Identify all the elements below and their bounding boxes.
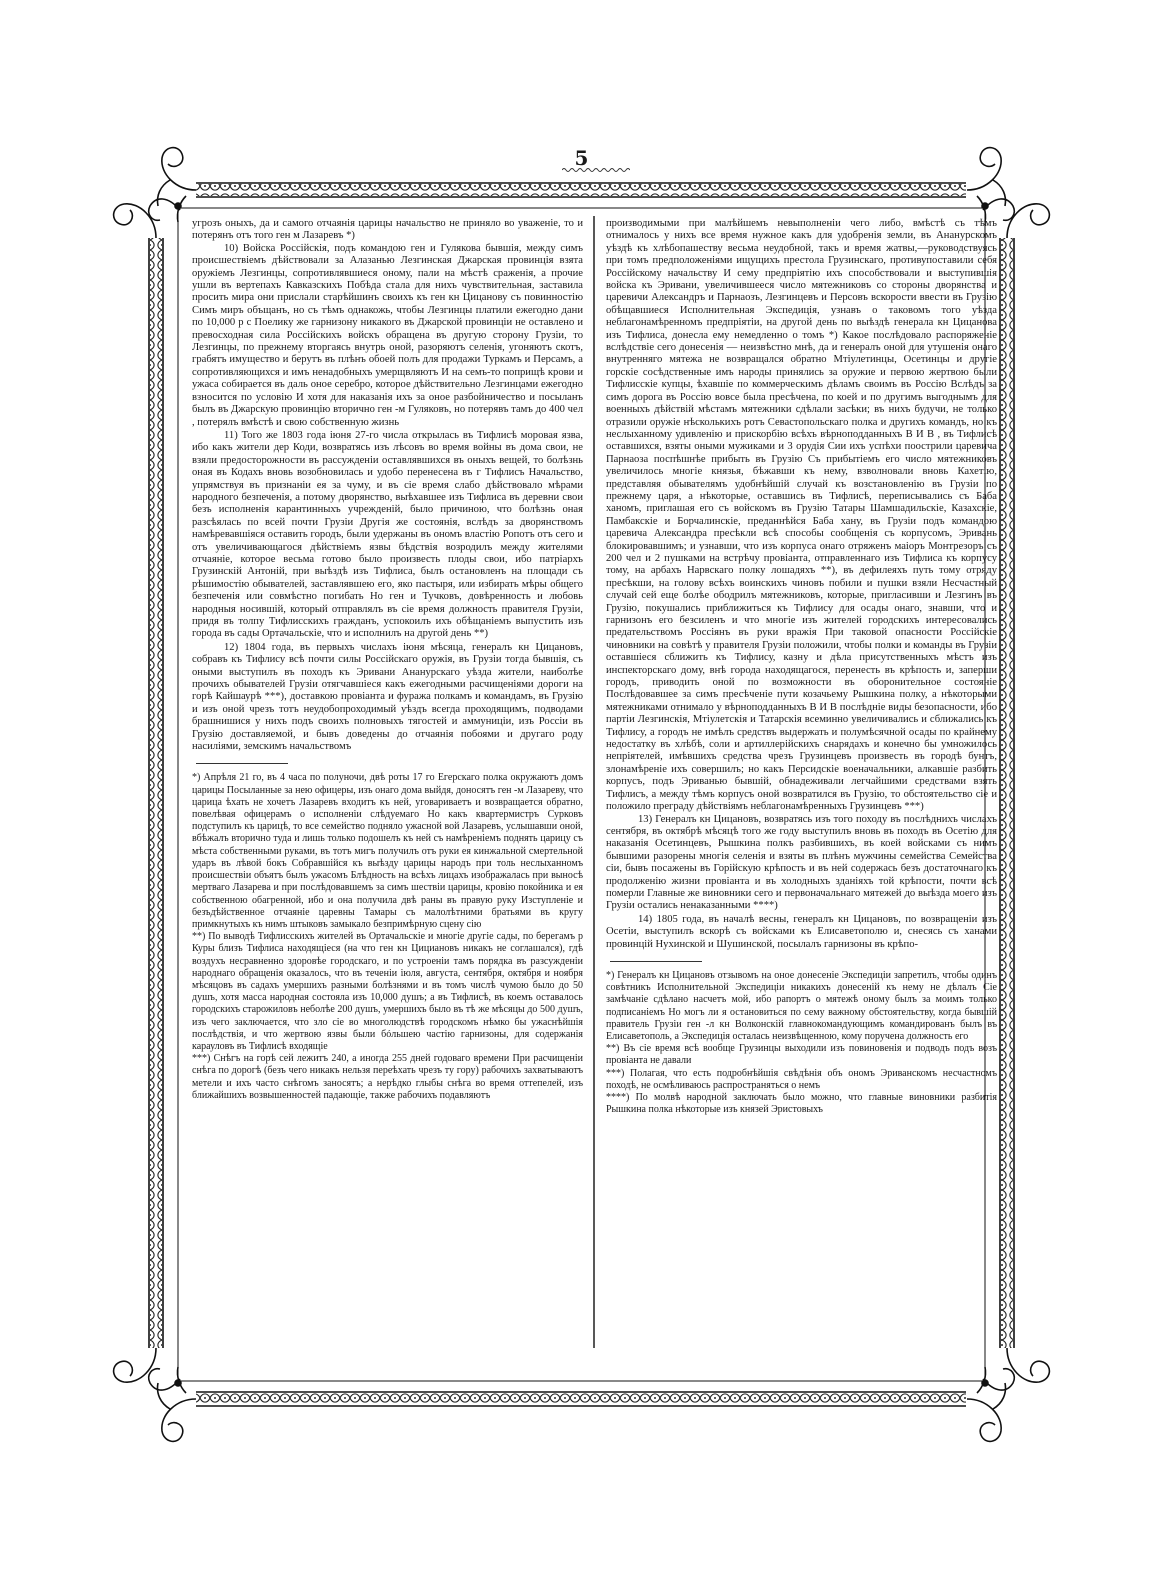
footnote-left-3: ***) Снѣгъ на горѣ сей лежитъ 240, а иногда 255 дней годоваго времени При расчищеніи снѣга по дорогѣ (безъ чего никакъ нельзя переѣхать чрезъ ту гору) рабочихъ захватываютъ метели и ихъ часто снѣгомъ заносятъ; а нерѣдко глыбы снѣга во время оттепелей, изъ ближайшихъ возвышенностей падающіе, также рабочихъ подавляютъ <box>192 1053 583 1101</box>
frame-corner-top-left <box>114 148 196 238</box>
frame-corner-bottom-right <box>967 1348 1049 1441</box>
frame-border-top <box>180 183 982 208</box>
footnote-right-2: **) Въ сіе время всѣ вообще Грузинцы выходили изъ повиновенія и подводъ подъ возъ провіанта не давали <box>606 1043 997 1067</box>
frame-corner-bottom-left <box>114 1348 196 1441</box>
footnote-separator <box>610 961 702 962</box>
footnote-right-3: ***) Полагая, что есть подробнѣйшія свѣдѣнія объ ономъ Эриванскомъ несчастномъ походѣ, не осмѣливаюсь распространяться о немъ <box>606 1067 997 1091</box>
footnote-right-1: *) Генералъ кн Цицановъ отзывомъ на оное донесеніе Экспедиціи запретилъ, чтобы одинъ совѣтникъ Исполнительной Экспедиціи никакихъ донесеній къ нему не дѣлалъ Сіе замѣчаніе сдѣлано насчетъ мой, ибо рапортъ о мятежѣ оному былъ за моимъ только подписаніемъ Но могъ ли я остановиться по сему важному обстоятельству, когда бывшій правитель Грузіи ген -л кн Волконскій главнокомандующимъ командированъ былъ въ Елисаветополь, а Экспедиція осталась неизвѣщенною, кому поручена должность его <box>606 969 997 1042</box>
left-column <box>192 218 583 1358</box>
paragraph-14: 14) 1805 года, въ началѣ весны, генералъ кн Цицановъ, по возвращеніи изъ Осетіи, выступилъ вскорѣ съ войсками къ Елисаветополю и, снесясь съ ханами провинцій Нухинской и Шушинской, посылалъ гарнизоны въ крѣпо- <box>606 913 997 950</box>
paragraph-10: 10) Войска Россійскія, подъ командою ген и Гулякова бывшія, между симъ происшествіемъ дѣйствовали за Алазанью Лезгинская Джарская провинція взята оружіемъ Лезгинцы, сопротивлявшиеся оному, пали на мѣстѣ сраженія, а прочие ушли въ вертепахъ Кавказскихъ Побѣда стала для нихъ чувствительная, заставила просить мира они прислали старѣйшинъ своихъ къ ген кн Цицанову съ повинностію Симъ миръ объщанъ, но съ тѣмъ однакожь, чтобы Лезгинцы платили ежегодно дани по 10,000 р с Поелику же гарнизону никакого въ Джарской провинціи не оставлено и превосходная сила Россійскихъ войскъ обращена въ другую сторону Грузіи, то Лезгинцы, по прежнему вторгаясь внутрь оной, разоряютъ селенія, угоняютъ скотъ, грабятъ имущество и берутъ въ плѣнъ обоей полъ для продажи Туркамъ и Персамъ, а сопротивляющихся и имъ ненадобныхъ умерщвляютъ И на семъ-то поприщѣ крови и ужаса собирается въ даль оное серебро, которое дѣйствительно Лезгинцами ежегодно взносится по условію И хотя для наказанія ихъ за оное разбойничество и посыланъ былъ въ Джарскую провинцію вторично ген -м Гуляковъ, но потерявъ тамъ до 400 чел , потерялъ вмѣстѣ и свою собственную жизнь <box>192 242 583 428</box>
footnote-separator <box>196 763 288 764</box>
footnote-left-2: **) По выводѣ Тифлисскихъ жителей въ Ортачальскіе и многіе другіе сады, по берегамъ р Куры близъ Тифлиса находящіеся (на что ген кн Цициановъ никакъ не соглашался), гдѣ воздухъ несравненно здоровѣе городскаго, и по устроеніи тамъ порядка въ разсужденіи народнаго обращенія оказалось, что въ теченіи іюля, августа, сентября, октября и ноября мѣсяцовъ въ садахъ умершихъ разными болѣзнями и въ томъ числѣ чумою было до 50 душъ, хотя масса народная состояла изъ 10,000 душъ; а въ Тифлисѣ, въ коемъ оставалось городскихъ старожиловъ неболѣе 200 душъ, умершихъ было въ тѣ же мѣсяцы до 500 душъ, изъ чего заключается, что зло сіе во многолюдствѣ городскомъ нѣмко бы ужаснѣйшія послѣдствія, и что жертвою язвы были бóльшею частію гарнизоны, для содержанія карауловъ въ Тифлисѣ входящіе <box>192 931 583 1052</box>
footnote-left-1: *) Апрѣля 21 го, въ 4 часа по полуночи, двѣ роты 17 го Егерскаго полка окружаютъ домъ царицы Посыланные за нею офицеры, изъ онаго дома выйдя, доносятъ ген -м Лазареву, что царица ѣхать не хочетъ Лазаревъ входитъ къ ней, уговариваетъ и возвращается обратно, повелѣвая офицерамъ о исполненіи слѣдуемаго Но какъ квартермистръ Сурковъ подступилъ къ царицѣ, то все семейство подняло ужасной вой Лазаревъ, услышавши оной, вбѣжалъ вторично туда и лишь только подошелъ къ ней съ намѣреніемъ поднять царицу съ мѣста собственными руками, въ тотъ мигъ получилъ отъ руки ея кинжальной смертельной ударъ въ лѣвой бокъ Собравшійся къ выѣзду царицы народъ при толь неслыханномъ происшествіи объятъ былъ ужасомъ Блѣдность на всѣхъ лицахъ изображалась при выносѣ мертваго Лазарева и при послѣдовавшемъ за симъ шествіи царицы, кровію покойника и ея собственною обагренной, ибо и она получила двѣ раны въ правую руку Изступленіе и безъдѣйственное отчаяніе царевны Тамары съ малолѣтними братьями въ кругу примкнутыхъ къ нимъ штыковъ замыкало безпримѣрную сцену сію <box>192 772 583 930</box>
frame-border-bottom <box>180 1381 982 1406</box>
right-intro: производимыми при малѣйшемъ невыполненіи чего либо, вмѣстѣ съ тѣмъ отнималось у нихъ все время нужное какъ для удобренія земли, въ Ананурскомъ уѣздѣ къ хлѣбопашеству весьма неудобной, такъ и время жатвы,—руководствуясь при томъ предположеніями ищущихъ престола Грузинскаго, противупоставили себя Россійскому начальству И сему предпріятію ихъ способствовали и выступившія войска къ Эривани, увеличившееся число мятежниковъ со стороны дворянства и царевичи Александръ и Парнаозъ, Лезгинцевъ и Персовъ вскорости ввести въ Грузію обѣщавшиеся Исполнительная Экспедиція, узнавъ о таковомъ того уѣзда неблагонамѣренномъ предпріятіи, на другой день по выѣздѣ генерала кн Цицанова изъ Тифлиса, донесла ему немедленно о томъ *) Какое послѣдовало распоряженіе вслѣдствіе сего донесенія — неизвѣстно мнѣ, да и генералъ оной для утушенія онаго внутренняго мятежа не возвращался обратно Мтіулетинцы, Осетинцы и другіе горскіе сосѣдственные имъ народы принялись за оружие и первою жертвою были Тифлисскіе купцы, ѣхавшіе по коммерческимъ дѣламъ своимъ въ Россію Вслѣдъ за симъ дорога въ Россію вовсе была пресѣчена, по коей и по другимъ выгоднымъ для военныхъ дѣйствій мѣстамъ мятежники сдѣлали засѣки; въ нихъ будучи, не только отразили оружіе нѣсколькихъ ротъ Севастопольскаго полка и другихъ командъ, но къ неслыханному удивленію и прискорбію всѣхъ вѣрноподданныхъ В И В , въ Тифлисѣ оставшихся, взяты оными мужиками и 3 орудія Сии ихъ успѣхи поострили царевича Парнаоза поспѣшнѣе прибыть въ Грузію Съ прибытiемъ его число мятежниковъ увеличилось многіе князья, бѣжавши къ нему, взволновали вновь Кахетію, представляя обывателямъ удобнѣйшій случай къ возстановленію въ Грузіи по прежнему царя, а нѣкоторые, оставшись въ Тифлисѣ, переписывались съ Баба ханомъ, приглашая его съ войскомъ въ Грузію Татары Шамшадильскіе, Казахскіе, Памбакскіе и Борчалинскіе, преданнѣйся Баба хану, въ Грузіи подъ командою царевича Александра пресѣкли всѣ способы сообщенія съ корпусомъ, Эривань блокировавшимъ; и узнавши, что изъ корпуса онаго отряженъ маіоръ Монтрезоръ съ 200 чел и 2 пушками на встрѣчу провіанта, отправленнаго изъ Тифлиса къ корпусу тому, на арбахъ Нарвскаго полку лошадяхъ **), въ дефилеяхъ путь тому отряду пресѣкши, на голову всѣхъ воинскихъ чиновъ побили и пушки взяли Несчастный случай сей еще болѣе ободрилъ мятежниковъ, которые, пригласивши и Лезгинъ въ Грузію, покушались приближиться къ Тифлису для осады онаго, знавши, что и гарнизонъ его безсиленъ и что многіе изъ жителей городскихъ интересовались предательствомъ Россіянъ въ руки вражія При таковой опасности Россійскіе чиновники на совѣтѣ у правителя Грузіи положили, чтобы полки и команды въ Грузіи оставшіеся сближить къ Тифлису, казну и дѣла присутственныхъ мѣстъ изъ инспекторскаго дому, внѣ города находящагося, перенесть въ крѣпость и, заперши городъ, приводить оной по возможности въ оборонительное состояніе Послѣдовавшее за симъ пресѣченіе пути козачьему Рышкина полку, а нѣкоторыми мятежниками отнимало у вѣрноподданныхъ В И В послѣдніе виды безопасности, ибо партіи Лезгинскія, Мтіулетскія и Татарскія всеминно увеличивались и сближались къ Тифлису, а городъ не имѣлъ средствъ выдержать и полумѣсячной осады по крайнему недостатку въ хлѣбѣ, соли и артиллерійскихъ снарядахъ и конечно бы умножилось непріятелей, имѣвшихъ средства чрезъ Грузинцевъ произвесть въ городѣ бунтъ, злонамѣреніе ихъ совершилъ; но какъ Персидскіе военачальники, алкавшіе разбить корпусъ, подъ Эриванью бывшій, обнадеживали легчайшими средствами взять Тифлисъ, а между тѣмъ корпусъ оной возвратился въ Грузію, то обстоятельство сіе и положило преграду дѣйствіямъ неблагонамѣренныхъ Грузинцевъ ***) <box>606 218 997 813</box>
paragraph-13: 13) Генералъ кн Цицановъ, возвратясь изъ того походу въ послѣднихъ числахъ сентября, въ октябрѣ мѣсяцѣ того же году выступилъ вновь въ походъ въ Осетію для наказанія Осетинцевъ, Рышкина полкъ разбившихъ, въ коей войсками съ нимъ бывшими разорены многія селенія и взяты въ плѣнъ мужчины семейства Семейства сіи, бывъ посажены въ Горійскую крѣпость и въ ней содержась безъ достаточнаго къ продолженію жизни провіанта и въ холодныхъ зданіяхъ той крѣпости, почти всѣ померли Главные же виновники сего и первоначальнаго мятежей до выѣзда моего изъ Грузіи остались ненаказанными ****) <box>606 813 997 912</box>
footnote-right-4: ****) По молвѣ народной заключать было можно, что главные виновники разбитія Рышкина полка нѣкоторые изъ князей Эристовыхъ <box>606 1092 997 1116</box>
page-number: 5 <box>574 146 590 170</box>
frame-border-left <box>149 208 178 1381</box>
paragraph-12: 12) 1804 года, въ первыхъ числахъ іюня мѣсяца, генералъ кн Цицановъ, собравъ къ Тифлису всѣ почти силы Россійскаго оружія, въ Грузіи тогда бывшія, съ оными выступилъ въ походъ къ Эривани Ананурскаго уѣзда жители, наиболѣе прочихъ обывателей Грузіи отягчавшіеся какъ ежегодными расчищеніями дороги на горѣ Кайшаурѣ ***), доставкою провіанта и фуража полкамъ и командамъ, въ Грузію и изъ оной чрезъ тотъ неудобопроходимый уѣздъ всегда проходящимъ, подводами брашнишися у нихъ подъ своихъ полновыхъ тягостей и аммуниціи, изъ Россіи въ Грузію доставляемой, и бывъ доведены до отчаянія побоями и другаго роду насиліями, земскимъ начальствомъ <box>192 641 583 753</box>
paragraph-11: 11) Того же 1803 года іюня 27-го числа открылась въ Тифлисѣ моровая язва, ибо какъ жители дер Коди, возвратясь изъ лѣсовъ во время войны въ дома свои, не взяли предосторожности въ рассужденіи оставлявшихся въ оныхъ вещей, то болѣзнь оная въ Кодахъ вновь возобновилась и удобо перенесена въ г Тифлисъ Начальство, упрямствуя въ признаніи ея за чуму, и въ сіе время слабо дѣйствовало мѣрами народного безпеченія, а потому дворянство, выѣхавшее изъ Тифлиса въ деревни свои безъ исполненія карантинныхъ учрежденій, было причиною, что болѣзнь оная разсѣялась по всей почти Грузіи Другія же состоянія, вслѣдъ за дворянствомъ намѣревавшіяся оставить городъ, были удержаны въ ономъ властію Ропотъ отъ сего и отъ увеличивающагося дѣйствіемъ язвы бѣдствія возродилъ между жителями отчаяніе, которое весьма готово было произвесть плоды свои, ибо патріархъ Грузинскій Антоній, при выѣздѣ изъ Тифлиса, былъ остановленъ на площади съ рѣшимостію обывателей, заставлявшею его, яко пастыря, или избирать мѣры общего безпеченія или совмѣстно погибать Но ген и Тучковъ, довѣренность и любовь народныя носившій, который отправлялъ въ сіе время должность правителя Грузіи, придя въ толпу Тифлисскихъ гражданъ, успокоилъ ихъ обѣщаніемъ выпустить изъ города въ сады Ортачальскіе, что и исполнилъ на другой день **) <box>192 429 583 640</box>
right-column <box>606 218 997 1358</box>
left-intro: угрозъ оныхъ, да и самого отчаянія царицы начальство не приняло во уваженіе, то и потерянъ отъ того ген м Лазаревъ *) <box>192 218 583 242</box>
